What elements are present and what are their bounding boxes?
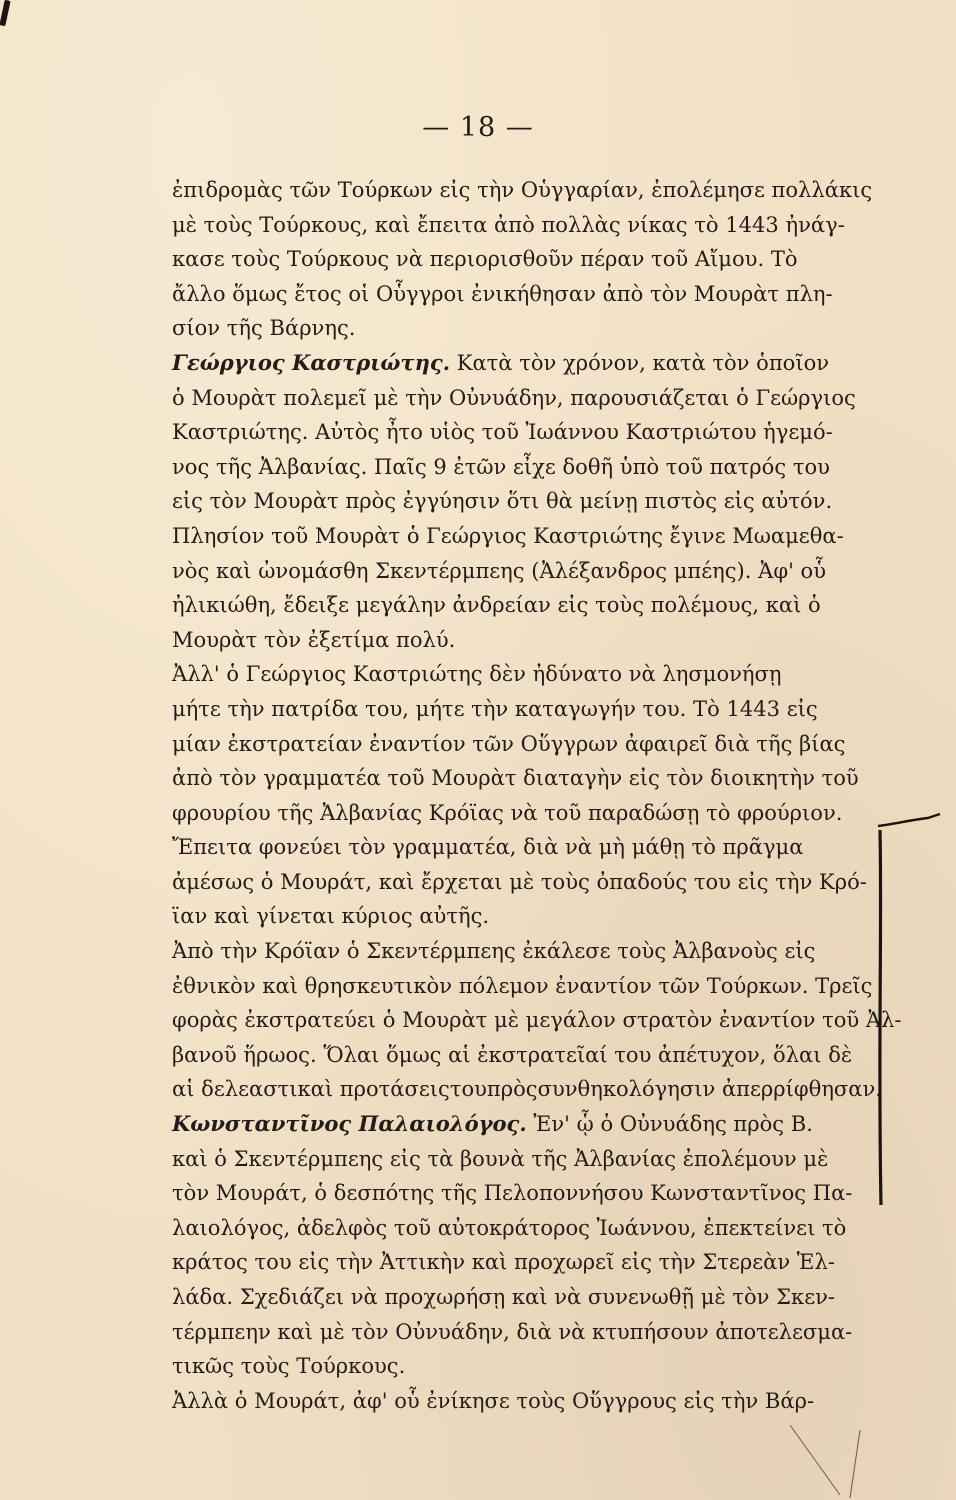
line-text: Πλησίον τοῦ Μουρὰτ ὁ Γεώργιος Καστριώτης ἔγινε Μωαμεθα-: [172, 523, 844, 549]
line-text: ἐπιδρομὰς τῶν Τούρκων εἰς τὴν Οὑγγαρίαν, ἐπολέμησε πολλάκις: [172, 178, 873, 203]
line-text: καὶ ὁ Σκεντέρμπεης εἰς τὰ βουνὰ τῆς Ἀλβανίας ἐπολέμουν μὲ: [172, 1146, 829, 1172]
line-text: Μουρὰτ τὸν ἐξετίμα πολύ.: [172, 627, 456, 653]
text-line: [172, 1108, 916, 1143]
line-text: εἰς τὸν Μουρὰτ πρὸς ἐγγύησιν ὅτι θὰ μείνῃ πιστὸς εἰς αὐτόν.: [172, 489, 833, 515]
ink-speck: [0, 0, 11, 26]
section-heading: Κωνσταντῖνος Παλαιολόγος.: [172, 1112, 527, 1138]
line-text: αἱ δελεαστικαὶ προτάσειςτουπρὸςσυνθηκολόγησιν ἀπερρίφθησαν.: [172, 1077, 882, 1103]
text-line: [172, 728, 916, 763]
line-text: Ἐν' ᾧ ὁ Οὐνυάδης πρὸς Β.: [526, 1112, 813, 1138]
line-text: τέρμπεην καὶ μὲ τὸν Οὐνυάδην, διὰ νὰ κτυπήσουν ἀποτελεσμα-: [172, 1319, 853, 1345]
line-text: μίαν ἐκστρατείαν ἐναντίον τῶν Οὕγγρων ἀφαιρεῖ διὰ τῆς βίας: [172, 731, 846, 757]
text-line: [172, 278, 916, 313]
line-text: τὸν Μουράτ, ὁ δεσπότης τῆς Πελοποννήσου Κωνσταντῖνος Πα-: [172, 1181, 853, 1207]
text-line: [172, 1143, 916, 1178]
text-line: [172, 797, 916, 832]
body-text: [172, 174, 932, 1419]
text-line: [172, 693, 916, 728]
line-text: Κατὰ τὸν χρόνον, κατὰ τὸν ὁποῖον: [450, 350, 830, 376]
text-line: [172, 382, 916, 417]
line-text: ὁ Μουρὰτ πολεμεῖ μὲ τὴν Οὐνυάδην, παρουσιάζεται ὁ Γεώργιος: [172, 385, 856, 411]
line-text: ϊαν καὶ γίνεται κύριος αὐτῆς.: [172, 904, 490, 930]
line-text: νὸς καὶ ὠνομάσθη Σκεντέρμπεης (Ἀλέξανδρος μπέης). Ἀφ' οὗ: [172, 558, 827, 584]
text-line: [172, 555, 916, 590]
text-line: [172, 831, 916, 866]
line-text: βανοῦ ἥρωος. Ὅλαι ὅμως αἱ ἐκστρατεῖαί του ἀπέτυχον, ὅλαι δὲ: [172, 1042, 853, 1068]
text-line: [172, 520, 916, 555]
section-heading: Γεώργιος Καστριώτης.: [172, 350, 451, 376]
line-text: λάδα. Σχεδιάζει νὰ προχωρήσῃ καὶ νὰ συνενωθῇ μὲ τὸν Σκεν-: [172, 1285, 836, 1310]
text-line: [172, 1385, 916, 1420]
text-line: [172, 1177, 916, 1212]
line-text: φορὰς ἐκστρατεύει ὁ Μουρὰτ μὲ μεγάλον στρατὸν ἐναντίον τοῦ Ἀλ-: [172, 1008, 902, 1034]
line-text: Ἔπειτα φονεύει τὸν γραμματέα, διὰ νὰ μὴ μάθῃ τὸ πρᾶγμα: [172, 835, 804, 861]
text-line: [172, 416, 916, 451]
line-text: κράτος του εἰς τὴν Ἀττικὴν καὶ προχωρεῖ εἰς τὴν Στερεὰν Ἑλ-: [172, 1250, 835, 1276]
text-line: [172, 243, 916, 278]
text-line: [172, 589, 916, 624]
line-text: φρουρίου τῆς Ἀλβανίας Κρόϊας νὰ τοῦ παραδώσῃ τὸ φρούριον.: [172, 800, 843, 826]
text-line: [172, 1073, 916, 1108]
text-line: [172, 1004, 916, 1039]
text-line: [172, 866, 916, 901]
text-line: [172, 174, 916, 209]
line-text: κασε τοὺς Τούρκους νὰ περιορισθοῦν πέραν τοῦ Αἴμου. Τὸ: [172, 247, 798, 273]
line-text: σίον τῆς Βάρνης.: [172, 316, 356, 342]
line-text: ἄλλο ὅμως ἔτος οἱ Οὗγγροι ἐνικήθησαν ἀπὸ τὸν Μουρὰτ πλη-: [172, 281, 833, 307]
line-text: μὲ τοὺς Τούρκους, καὶ ἔπειτα ἀπὸ πολλὰς νίκας τὸ 1443 ἠνάγ-: [172, 212, 845, 238]
text-line: [172, 762, 916, 797]
line-text: Ἀλλ' ὁ Γεώργιος Καστριώτης δὲν ἠδύνατο νὰ λησμονήσῃ: [172, 662, 782, 688]
line-text: τικῶς τοὺς Τούρκους.: [172, 1354, 406, 1380]
line-text: ἀμέσως ὁ Μουράτ, καὶ ἔρχεται μὲ τοὺς ὀπαδούς του εἰς τὴν Κρό-: [172, 869, 867, 895]
text-line: [172, 1212, 916, 1247]
text-line: [172, 485, 916, 520]
text-line: [172, 451, 916, 486]
text-line: [172, 1246, 916, 1281]
line-text: Ἀλλὰ ὁ Μουράτ, ἀφ' οὗ ἐνίκησε τοὺς Οὕγγρους εἰς τὴν Βάρ-: [172, 1388, 815, 1414]
text-line: [172, 624, 916, 659]
text-line: [172, 312, 916, 347]
text-line: [172, 1350, 916, 1385]
text-line: [172, 347, 916, 382]
line-text: Ἀπὸ τὴν Κρόϊαν ὁ Σκεντέρμπεης ἐκάλεσε τοὺς Ἀλβανοὺς εἰς: [172, 939, 816, 965]
page-number: — 18 —: [422, 112, 534, 143]
pen-margin-mark: [870, 810, 950, 1210]
line-text: λαιολόγος, ἀδελφὸς τοῦ αὐτοκράτορος Ἰωάννου, ἐπεκτείνει τὸ: [172, 1215, 847, 1241]
text-line: [172, 1316, 916, 1351]
line-text: νος τῆς Ἀλβανίας. Παῖς 9 ἐτῶν εἶχε δοθῆ ὑπὸ τοῦ πατρός του: [172, 454, 830, 480]
text-line: [172, 1281, 916, 1316]
text-line: [172, 935, 916, 970]
text-line: [172, 209, 916, 244]
line-text: Καστριώτης. Αὐτὸς ἦτο υἱὸς τοῦ Ἰωάννου Καστριώτου ἡγεμό-: [172, 420, 833, 446]
paper-crease: [780, 1420, 900, 1500]
line-text: ἠλικιώθη, ἔδειξε μεγάλην ἀνδρείαν εἰς τοὺς πολέμους, καὶ ὁ: [172, 593, 821, 619]
line-text: μήτε τὴν πατρίδα του, μήτε τὴν καταγωγήν του. Τὸ 1443 εἰς: [172, 696, 818, 722]
text-line: [172, 658, 916, 693]
text-line: [172, 970, 916, 1005]
line-text: ἀπὸ τὸν γραμματέα τοῦ Μουρὰτ διαταγὴν εἰς τὸν διοικητὴν τοῦ: [172, 766, 859, 792]
text-line: [172, 900, 916, 935]
line-text: ἐθνικὸν καὶ θρησκευτικὸν πόλεμον ἐναντίον τῶν Τούρκων. Τρεῖς: [172, 973, 873, 999]
text-line: [172, 1039, 916, 1074]
